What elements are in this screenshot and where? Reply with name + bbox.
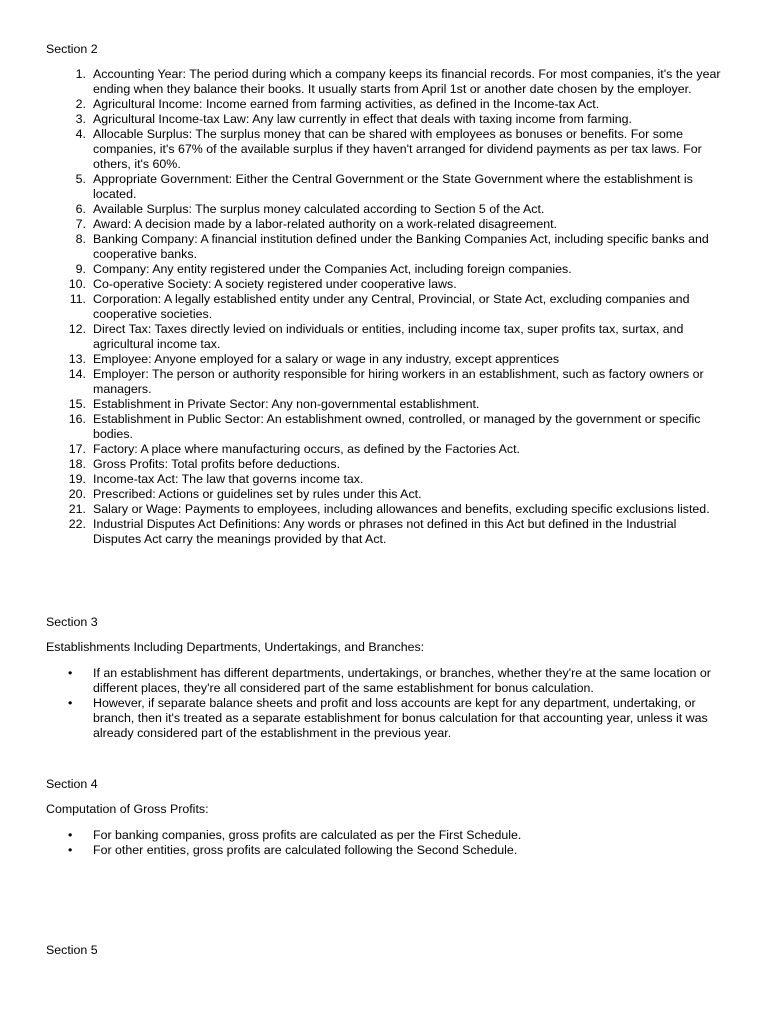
list-number: 14. bbox=[68, 367, 86, 381]
list-number: 6. bbox=[75, 202, 86, 216]
list-number: 2. bbox=[75, 97, 86, 111]
list-number: 12. bbox=[68, 322, 86, 336]
bullet-icon: • bbox=[68, 666, 73, 680]
list-item-text: Establishment in Private Sector: Any non-governmental establishment. bbox=[93, 397, 480, 411]
list-item bbox=[0, 67, 725, 97]
list-item-text: Appropriate Government: Either the Central Government or the State Government where the establishment is located. bbox=[93, 172, 693, 201]
list-item-text: Income-tax Act: The law that governs income tax. bbox=[93, 472, 364, 486]
list-item bbox=[0, 127, 725, 172]
list-item bbox=[0, 367, 725, 397]
list-item-text: Banking Company: A financial institution defined under the Banking Companies Act, including specific banks and cooperative banks. bbox=[93, 232, 709, 261]
list-item bbox=[0, 202, 725, 217]
list-number: 17. bbox=[68, 442, 86, 456]
list-item-text: Co-operative Society: A society registered under cooperative laws. bbox=[93, 277, 457, 291]
list-item-text: If an establishment has different departments, undertakings, or branches, whether they're at the same location or different places, they're all considered part of the same establishment for bonus calculation. bbox=[93, 666, 711, 695]
list-item-text: Employee: Anyone employed for a salary or wage in any industry, except apprentices bbox=[93, 352, 560, 366]
list-number: 5. bbox=[75, 172, 86, 186]
list-item-text: Employer: The person or authority responsible for hiring workers in an establishment, such as factory owners or managers. bbox=[93, 367, 704, 396]
list-number: 18. bbox=[68, 457, 86, 471]
list-item bbox=[0, 97, 725, 112]
list-item bbox=[0, 502, 725, 517]
list-item-text: Allocable Surplus: The surplus money that can be shared with employees as bonuses or benefits. For some companies, it's 67% of the available surplus if they haven't arranged for dividend payments as per tax laws. For others, it's 60%. bbox=[93, 127, 702, 171]
list-number: 22. bbox=[68, 517, 86, 531]
bullet-icon: • bbox=[68, 828, 73, 842]
list-item bbox=[0, 292, 725, 322]
list-item-text: Available Surplus: The surplus money calculated according to Section 5 of the Act. bbox=[93, 202, 545, 216]
list-item bbox=[0, 277, 725, 292]
list-item bbox=[0, 666, 725, 696]
section-3-subtitle: Establishments Including Departments, Undertakings, and Branches: bbox=[46, 640, 425, 654]
list-item bbox=[0, 487, 725, 502]
list-item-text: Gross Profits: Total profits before deductions. bbox=[93, 457, 341, 471]
list-item-text: Direct Tax: Taxes directly levied on individuals or entities, including income tax, super profits tax, surtax, and agricultural income tax. bbox=[93, 322, 684, 351]
section-4-heading: Section 4 bbox=[46, 777, 98, 791]
section-4-bullet-list bbox=[0, 828, 725, 858]
list-item bbox=[0, 517, 725, 547]
list-item-text: Accounting Year: The period during which a company keeps its financial records. For most companies, it's the year ending when they balance their books. It usually starts from April 1st or another date chosen by the employer. bbox=[93, 67, 721, 96]
list-item-text: For banking companies, gross profits are calculated as per the First Schedule. bbox=[93, 828, 522, 842]
bullet-icon: • bbox=[68, 843, 73, 857]
list-item bbox=[0, 397, 725, 412]
list-item bbox=[0, 172, 725, 202]
list-item-text: Corporation: A legally established entity under any Central, Provincial, or State Act, excluding companies and cooperative societies. bbox=[93, 292, 690, 321]
list-item bbox=[0, 352, 725, 367]
list-item bbox=[0, 843, 725, 858]
list-item bbox=[0, 217, 725, 232]
list-number: 9. bbox=[75, 262, 86, 276]
list-item-text: Prescribed: Actions or guidelines set by rules under this Act. bbox=[93, 487, 422, 501]
list-number: 20. bbox=[68, 487, 86, 501]
list-item-text: Agricultural Income: Income earned from farming activities, as defined in the Income-tax Act. bbox=[93, 97, 600, 111]
list-item-text: Industrial Disputes Act Definitions: Any words or phrases not defined in this Act but defined in the Industrial Disputes Act carry the meanings provided by that Act. bbox=[93, 517, 677, 546]
list-item-text: For other entities, gross profits are calculated following the Second Schedule. bbox=[93, 843, 518, 857]
list-number: 4. bbox=[75, 127, 86, 141]
list-item-text: However, if separate balance sheets and profit and loss accounts are kept for any department, undertaking, or branch, then it's treated as a separate establishment for bonus calculation for that accounting year, unless it was already considered part of the establishment in the previous year. bbox=[93, 696, 708, 740]
list-item bbox=[0, 322, 725, 352]
section-3-heading: Section 3 bbox=[46, 615, 98, 629]
list-number: 13. bbox=[68, 352, 86, 366]
list-number: 11. bbox=[69, 292, 86, 306]
list-item bbox=[0, 232, 725, 262]
section-4-subtitle: Computation of Gross Profits: bbox=[46, 802, 209, 816]
list-item bbox=[0, 262, 725, 277]
section-3-bullet-list bbox=[0, 666, 725, 741]
list-item bbox=[0, 472, 725, 487]
list-number: 8. bbox=[75, 232, 86, 246]
list-item bbox=[0, 696, 725, 741]
list-number: 19. bbox=[68, 472, 86, 486]
section-2-definitions-list bbox=[0, 67, 768, 547]
list-number: 7. bbox=[75, 217, 86, 231]
list-number: 15. bbox=[68, 397, 86, 411]
list-number: 16. bbox=[68, 412, 86, 426]
bullet-icon: • bbox=[68, 696, 73, 710]
list-item-text: Agricultural Income-tax Law: Any law currently in effect that deals with taxing income from farming. bbox=[93, 112, 632, 126]
section-2-heading: Section 2 bbox=[46, 42, 98, 56]
list-item bbox=[0, 457, 725, 472]
list-item bbox=[0, 412, 725, 442]
list-item-text: Salary or Wage: Payments to employees, including allowances and benefits, excluding specific exclusions listed. bbox=[93, 502, 710, 516]
list-item bbox=[0, 112, 725, 127]
list-number: 3. bbox=[75, 112, 86, 126]
section-5-heading: Section 5 bbox=[46, 943, 98, 957]
list-item-text: Company: Any entity registered under the Companies Act, including foreign companies. bbox=[93, 262, 572, 276]
list-number: 10. bbox=[68, 277, 86, 291]
list-item-text: Award: A decision made by a labor-related authority on a work-related disagreement. bbox=[93, 217, 557, 231]
list-item-text: Establishment in Public Sector: An establishment owned, controlled, or managed by the government or specific bodies. bbox=[93, 412, 701, 441]
list-number: 1. bbox=[75, 67, 86, 81]
list-number: 21. bbox=[68, 502, 86, 516]
list-item-text: Factory: A place where manufacturing occurs, as defined by the Factories Act. bbox=[93, 442, 521, 456]
list-item bbox=[0, 442, 725, 457]
list-item bbox=[0, 828, 725, 843]
